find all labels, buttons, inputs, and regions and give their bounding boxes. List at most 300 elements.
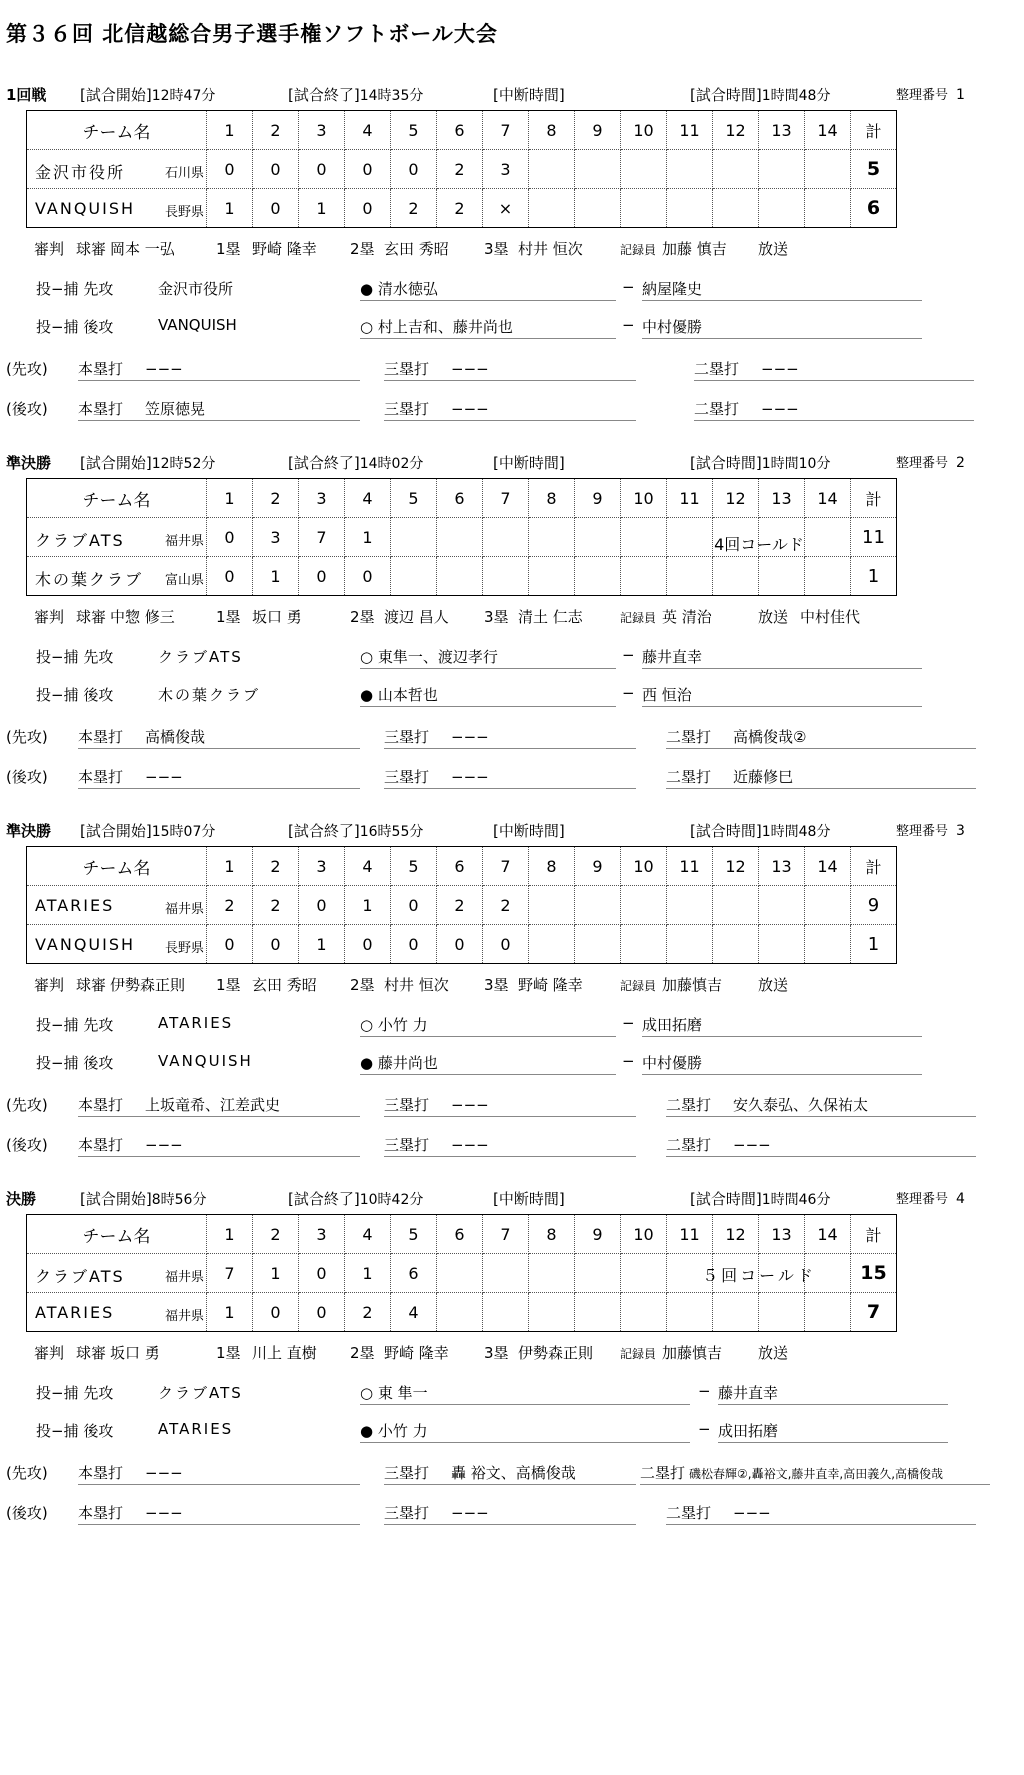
hit-type-label: 本塁打 [78,1136,124,1154]
duration-label: [試合時間] [690,822,762,840]
hit-type-label: 二塁打 [666,728,712,746]
battery-label: 投−捕 後攻 [36,318,114,336]
broadcast-label: 放送 [758,240,789,258]
duration-value: 1時間10分 [761,456,831,472]
team-prefecture: 福井県 [164,1309,204,1324]
round-name: 決勝 [6,1190,37,1208]
hit-type-label: 本塁打 [78,1464,124,1482]
triple-field [384,1134,636,1157]
score-header-row [27,1215,897,1254]
team-cell [27,886,207,925]
inning-score [713,150,759,189]
triple-field [384,1462,636,1485]
end-value: 14時02分 [359,456,424,472]
batting-side-label: (先攻) [6,1096,48,1114]
end-time [288,452,423,473]
battery-label: 投−捕 後攻 [36,1054,114,1072]
inning-score [437,1293,483,1332]
hit-type-label: 本塁打 [78,360,124,378]
hit-players: −−− [451,1136,489,1154]
home-run-field [78,1502,360,1525]
team-name: 金沢市役所 [35,163,126,182]
home-run-field [78,398,360,421]
hit-players: −−− [145,360,183,378]
hit-players: 安久泰弘、久保祐太 [733,1096,869,1114]
inning-header: 7 [483,1215,529,1254]
team-row [27,1293,897,1332]
inning-header: 11 [667,1215,713,1254]
home-run-field [78,1094,360,1117]
number-value: 2 [956,455,965,471]
batting-side-label: (後攻) [6,768,48,786]
second-umpire: 渡辺 昌人 [384,608,449,626]
team-row [27,886,897,925]
inning-header: 6 [437,111,483,150]
inning-score: 7 [207,1254,253,1293]
battery-dash: − [622,1014,635,1032]
inning-score [621,189,667,228]
inning-score [391,518,437,557]
inning-header: 2 [253,847,299,886]
hit-type-label: 二塁打 [666,1096,712,1114]
inning-header: 12 [713,847,759,886]
battery-label: 投−捕 後攻 [36,1422,114,1440]
hit-players: −−− [145,1136,183,1154]
hit-players: −−− [451,728,489,746]
inning-score [667,150,713,189]
first-umpire: 玄田 秀昭 [252,976,317,994]
team-name: VANQUISH [35,199,136,218]
inning-header: 11 [667,847,713,886]
end-value: 16時55分 [359,824,424,840]
catcher-field: 藤井直幸 [642,646,922,669]
inning-header: 11 [667,111,713,150]
inning-score [529,150,575,189]
umpire-label: 審判 [34,1344,65,1362]
inning-header: 9 [575,847,621,886]
total-score: 7 [851,1293,897,1332]
inning-header: 13 [759,1215,805,1254]
inning-score [621,925,667,964]
inning-header: 5 [391,847,437,886]
second-label: 2塁 [350,240,375,258]
pitcher-field: ○ 村上吉和、藤井尚也 [360,316,616,339]
break-time [493,1188,565,1209]
team-cell [27,150,207,189]
inning-score [759,150,805,189]
inning-score: × [483,189,529,228]
inning-score [805,557,851,596]
inning-score [575,518,621,557]
inning-score [621,886,667,925]
game-section [0,1184,1024,1594]
inning-score: 2 [207,886,253,925]
team-cell [27,518,207,557]
round-name: 準決勝 [6,822,52,840]
hit-players: 高橋俊哉 [145,728,206,746]
break-label: [中断時間] [493,1190,565,1208]
inning-header: 11 [667,479,713,518]
hit-type-label: 三塁打 [384,768,430,786]
triple-field [384,398,636,421]
team-prefecture: 福井県 [164,534,204,549]
battery-label: 投−捕 先攻 [36,280,114,298]
hit-type-label: 二塁打 [666,1504,712,1522]
hit-type-label: 三塁打 [384,1464,430,1482]
recorder-name: 加藤 慎吉 [662,240,727,258]
start-time [80,820,215,841]
battery-label: 投−捕 後攻 [36,686,114,704]
round-name: 準決勝 [6,454,52,472]
batting-side-label: (先攻) [6,1464,48,1482]
double-field [694,358,974,381]
inning-score: 1 [345,518,391,557]
third-umpire: 野崎 隆幸 [518,976,583,994]
pitcher-field: ● 清水徳弘 [360,278,616,301]
round-name: 1回戦 [6,86,47,104]
team-row [27,518,897,557]
third-label: 3塁 [484,976,509,994]
catcher-field: 納屋隆史 [642,278,922,301]
triple-field [384,726,636,749]
second-umpire: 野崎 隆幸 [384,1344,449,1362]
double-field [666,1502,976,1525]
hit-type-label: 三塁打 [384,728,430,746]
inning-score: 3 [253,518,299,557]
inning-header: 13 [759,847,805,886]
batting-side-label: (後攻) [6,1136,48,1154]
inning-score: 1 [253,557,299,596]
hit-players: −−− [145,1504,183,1522]
start-time [80,1188,206,1209]
triple-field [384,1094,636,1117]
inning-score: 0 [345,189,391,228]
score-table [26,1214,897,1332]
home-run-field [78,1134,360,1157]
battery-dash: − [622,684,635,702]
inning-header: 8 [529,479,575,518]
inning-score: 0 [207,557,253,596]
umpire-label: 審判 [34,240,65,258]
battery-label: 投−捕 先攻 [36,1384,114,1402]
total-header: 計 [851,479,897,518]
third-label: 3塁 [484,240,509,258]
duration-value: 1時間48分 [761,824,831,840]
duration-value: 1時間48分 [761,88,831,104]
inning-score: 0 [391,150,437,189]
third-umpire: 清土 仁志 [518,608,583,626]
end-label: [試合終了] [288,822,360,840]
inning-header: 10 [621,847,667,886]
hit-type-label: 二塁打 [666,768,712,786]
recorder-name: 英 清治 [662,608,712,626]
inning-score: 0 [437,925,483,964]
inning-header: 10 [621,479,667,518]
recorder-name: 加藤慎吉 [662,1344,723,1362]
inning-header: 2 [253,479,299,518]
battery-dash: − [698,1382,711,1400]
inning-score: 2 [437,886,483,925]
hit-type-label: 本塁打 [78,728,124,746]
duration [690,820,830,841]
inning-score [805,886,851,925]
inning-score [713,925,759,964]
inning-header: 10 [621,111,667,150]
double-field [694,398,974,421]
team-cell [27,1293,207,1332]
pitcher-field: ○ 東 隼一 [360,1382,690,1405]
inning-score: 1 [207,189,253,228]
inning-header: 12 [713,1215,759,1254]
start-label: [試合開始] [80,86,152,104]
inning-score [805,150,851,189]
total-score: 15 [851,1254,897,1293]
double-field [666,1134,976,1157]
inning-header: 7 [483,111,529,150]
inning-score: 0 [207,518,253,557]
hit-players: −−− [451,400,489,418]
inning-score [621,557,667,596]
home-run-field [78,1462,360,1485]
end-time [288,84,423,105]
pitcher-field: ○ 小竹 力 [360,1014,616,1037]
hit-players: −−− [145,768,183,786]
inning-header: 1 [207,847,253,886]
inning-header: 8 [529,847,575,886]
team-name: ATARIES [35,896,115,915]
hit-type-label: 本塁打 [78,768,124,786]
inning-score: 7 [299,518,345,557]
inning-score [713,518,804,557]
inning-score: 0 [253,1293,299,1332]
recorder-name: 加藤慎吉 [662,976,723,994]
hit-players: −−− [761,360,799,378]
inning-score: 0 [391,925,437,964]
first-label: 1塁 [216,976,241,994]
hit-players: 磯松春輝②,轟裕文,藤井直幸,高田義久,高橋俊哉 [689,1467,944,1481]
inning-score: 0 [207,925,253,964]
number-value: 3 [956,823,965,839]
batting-side-label: (先攻) [6,360,48,378]
hit-type-label: 三塁打 [384,1096,430,1114]
batting-side-label: (後攻) [6,1504,48,1522]
inning-score: 0 [253,925,299,964]
double-field [666,726,976,749]
hit-players: −−− [451,360,489,378]
inning-header: 8 [529,111,575,150]
inning-header: 4 [345,479,391,518]
inning-score [667,925,713,964]
total-score: 11 [851,518,897,557]
break-label: [中断時間] [493,822,565,840]
number-label: 整理番号 [896,456,949,471]
hit-players: −−− [761,400,799,418]
hit-type-label: 二塁打 [694,360,740,378]
inning-header: 7 [483,847,529,886]
inning-score: 2 [253,886,299,925]
inning-header: 3 [299,847,345,886]
duration-label: [試合時間] [690,454,762,472]
start-value: 12時52分 [151,456,216,472]
team-row [27,557,897,596]
home-run-field [78,358,360,381]
team-prefecture: 長野県 [164,941,204,956]
inning-score [667,557,713,596]
second-label: 2塁 [350,608,375,626]
inning-header: 2 [253,111,299,150]
inning-score [621,1293,667,1332]
second-umpire: 村井 恒次 [384,976,449,994]
serial-number [896,84,965,103]
broadcast-name: 中村佳代 [800,608,861,626]
inning-score [391,557,437,596]
team-row [27,925,897,964]
called-game-note: 4回コールド [714,535,804,554]
team-prefecture: 福井県 [164,1270,204,1285]
team-prefecture: 福井県 [164,902,204,917]
hit-players: 轟 裕文、高橋俊哉 [451,1464,576,1482]
inning-header: 3 [299,111,345,150]
inning-header: 13 [759,479,805,518]
game-section [0,816,1024,1226]
start-time [80,84,215,105]
called-game-note: ５回コールド [702,1266,816,1285]
inning-score: 1 [345,886,391,925]
team-name: クラブATS [35,1267,125,1286]
start-label: [試合開始] [80,822,152,840]
end-label: [試合終了] [288,86,360,104]
score-header-row [27,847,897,886]
inning-score [483,1254,529,1293]
total-score: 9 [851,886,897,925]
battery-dash: − [622,1052,635,1070]
inning-header: 9 [575,479,621,518]
inning-score [483,557,529,596]
serial-number [896,1188,965,1207]
pitcher-field: ○ 東隼一、渡辺孝行 [360,646,616,669]
inning-score [437,518,483,557]
inning-header: 3 [299,1215,345,1254]
inning-score [621,150,667,189]
plate-label: 球審 [76,976,107,994]
pitcher-field: ● 小竹 力 [360,1420,690,1443]
inning-header: 6 [437,847,483,886]
inning-header: 14 [805,479,851,518]
score-table [26,478,897,596]
plate-label: 球審 [76,1344,107,1362]
number-value: 4 [956,1191,965,1207]
start-value: 15時07分 [151,824,216,840]
inning-score [713,557,759,596]
inning-header: 4 [345,847,391,886]
total-header: 計 [851,111,897,150]
inning-score: 0 [345,557,391,596]
broadcast-label: 放送 [758,976,789,994]
total-score: 5 [851,150,897,189]
score-header-row [27,111,897,150]
inning-score [702,1254,816,1293]
inning-score [529,925,575,964]
game-header [6,80,1016,106]
inning-score [759,925,805,964]
team-name: VANQUISH [35,935,136,954]
catcher-field: 中村優勝 [642,316,922,339]
battery-dash: − [698,1420,711,1438]
first-umpire: 坂口 勇 [252,608,302,626]
battery-dash: − [622,646,635,664]
inning-score [621,518,667,557]
first-label: 1塁 [216,608,241,626]
start-label: [試合開始] [80,1190,152,1208]
inning-score [529,557,575,596]
batting-side-label: (先攻) [6,728,48,746]
inning-header: 12 [713,111,759,150]
hit-type-label: 本塁打 [78,400,124,418]
first-label: 1塁 [216,240,241,258]
inning-score: 0 [345,925,391,964]
hit-players: −−− [145,1464,183,1482]
inning-header: 9 [575,111,621,150]
team-prefecture: 石川県 [164,166,204,181]
inning-score: 2 [391,189,437,228]
inning-score: 0 [253,150,299,189]
inning-score: 0 [345,150,391,189]
plate-umpire: 岡本 一弘 [110,240,175,258]
inning-score [483,518,529,557]
inning-score: 2 [437,150,483,189]
inning-score [713,189,759,228]
score-table [26,846,897,964]
double-field [666,1094,976,1117]
home-run-field [78,766,360,789]
inning-score [529,518,575,557]
team-row [27,1254,897,1293]
inning-score: 0 [299,557,345,596]
game-header [6,1184,1016,1210]
inning-header: 6 [437,1215,483,1254]
duration-value: 1時間46分 [761,1192,831,1208]
inning-score [575,1293,621,1332]
duration-label: [試合時間] [690,1190,762,1208]
battery-dash: − [622,316,635,334]
hit-players: 高橋俊哉② [733,728,807,746]
inning-score: 2 [437,189,483,228]
catcher-field: 成田拓磨 [642,1014,922,1037]
inning-header: 12 [713,479,759,518]
inning-score [529,886,575,925]
hit-players: 笠原徳晃 [145,400,206,418]
inning-score: 0 [299,886,345,925]
inning-score [483,1293,529,1332]
second-label: 2塁 [350,976,375,994]
inning-header: 2 [253,1215,299,1254]
inning-header: 5 [391,111,437,150]
inning-score: 0 [391,886,437,925]
end-label: [試合終了] [288,454,360,472]
inning-score [575,1254,621,1293]
hit-players: −−− [733,1136,771,1154]
page-title: 第３６回 北信越総合男子選手権ソフトボール大会 [6,22,498,46]
broadcast-label: 放送 [758,1344,789,1362]
broadcast-label: 放送 [758,608,789,626]
inning-score: 0 [207,150,253,189]
umpire-label: 審判 [34,608,65,626]
hit-players: 上坂竜希、江差武史 [145,1096,281,1114]
number-label: 整理番号 [896,88,949,103]
hit-type-label: 三塁打 [384,1136,430,1154]
plate-umpire: 伊勢森正則 [110,976,186,994]
start-time [80,452,215,473]
